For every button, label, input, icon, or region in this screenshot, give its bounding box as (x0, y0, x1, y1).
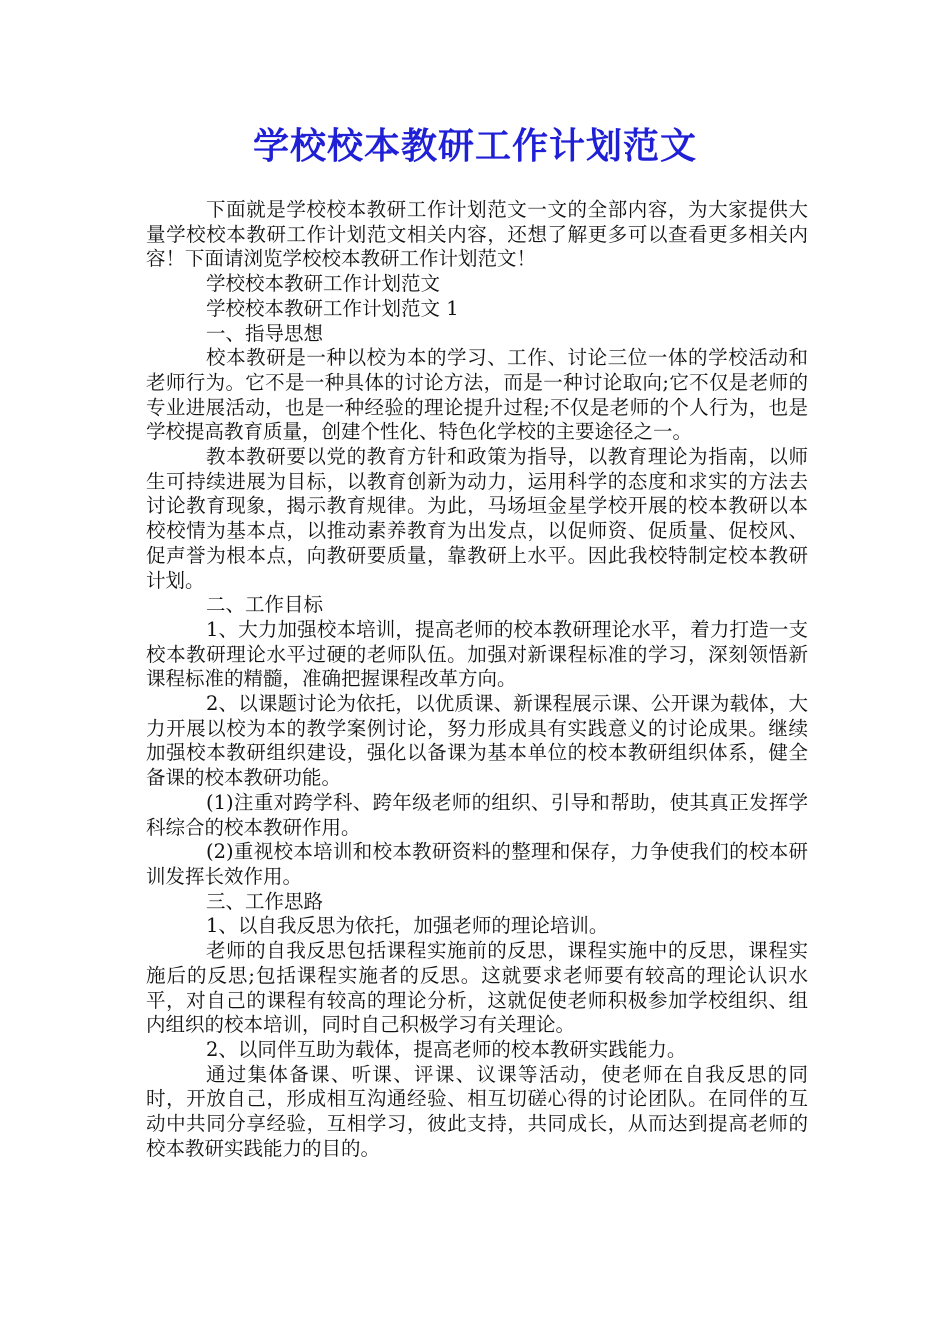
section-heading-work-ideas: 三、工作思路 (206, 889, 324, 913)
body-paragraph: 2、以课题讨论为依托，以优质课、新课程展示课、公开课为载体，大力开展以校为本的教学案例讨论，努力形成具有实践意义的讨论成果。继续加强校本教研组织建设，强化以备课为基本单位的校本教研组织体系，健全备课的校本教研功能。 (146, 692, 808, 790)
document-body (146, 198, 808, 1161)
body-paragraph: 通过集体备课、听课、评课、议课等活动，使老师在自我反思的同时，开放自己，形成相互沟通经验、相互切磋心得的讨论团队。在同伴的互动中共同分享经验，互相学习，彼此支持，共同成长，从而达到提高老师的校本教研实践能力的目的。 (146, 1062, 808, 1160)
body-paragraph: 校本教研是一种以校为本的学习、工作、讨论三位一体的学校活动和老师行为。它不是一种具体的讨论方法，而是一种讨论取向;它不仅是老师的专业进展活动，也是一种经验的理论提升过程;不仅是老师的个人行为，也是学校提高教育质量，创建个性化、特色化学校的主要途径之一。 (146, 346, 808, 444)
body-paragraph: 老师的自我反思包括课程实施前的反思，课程实施中的反思，课程实施后的反思;包括课程实施者的反思。这就要求老师要有较高的理论认识水平，对自己的课程有较高的理论分析，这就促使老师积极参加学校组织、组内组织的校本培训，同时自己积极学习有关理论。 (146, 939, 808, 1037)
section-heading: 学校校本教研工作计划范文 1 (206, 296, 459, 320)
intro-paragraph: 下面就是学校校本教研工作计划范文一文的全部内容，为大家提供大量学校校本教研工作计划范文相关内容，还想了解更多可以查看更多相关内容！下面请浏览学校校本教研工作计划范文！ (146, 198, 808, 271)
section-heading-work-goals: 二、工作目标 (206, 593, 324, 617)
body-paragraph: 1、以自我反思为依托，加强老师的理论培训。 (206, 914, 609, 938)
body-paragraph: 教本教研要以党的教育方针和政策为指导，以教育理论为指南，以师生可持续进展为目标，以教育创新为动力，运用科学的态度和求实的方法去讨论教育现象，揭示教育规律。为此，马场垣金星学校开展的校本教研以本校校情为基本点，以推动素养教育为出发点，以促师资、促质量、促校风、促声誉为根本点，向教研要质量，靠教研上水平。因此我校特制定校本教研计划。 (146, 445, 808, 592)
body-paragraph: 1、大力加强校本培训，提高老师的校本教研理论水平，着力打造一支校本教研理论水平过硬的老师队伍。加强对新课程标准的学习，深刻领悟新课程标准的精髓，准确把握课程改革方向。 (146, 617, 808, 691)
document-title: 学校校本教研工作计划范文 (252, 125, 697, 167)
body-paragraph: (1)注重对跨学科、跨年级老师的组织、引导和帮助，使其真正发挥学科综合的校本教研作用。 (146, 790, 808, 839)
section-heading-guiding-ideology: 一、指导思想 (206, 321, 324, 345)
section-heading: 学校校本教研工作计划范文 (206, 272, 441, 296)
body-paragraph: 2、以同伴互助为载体，提高老师的校本教研实践能力。 (206, 1037, 687, 1061)
body-paragraph: (2)重视校本培训和校本教研资料的整理和保存，力争使我们的校本研训发挥长效作用。 (146, 840, 808, 888)
